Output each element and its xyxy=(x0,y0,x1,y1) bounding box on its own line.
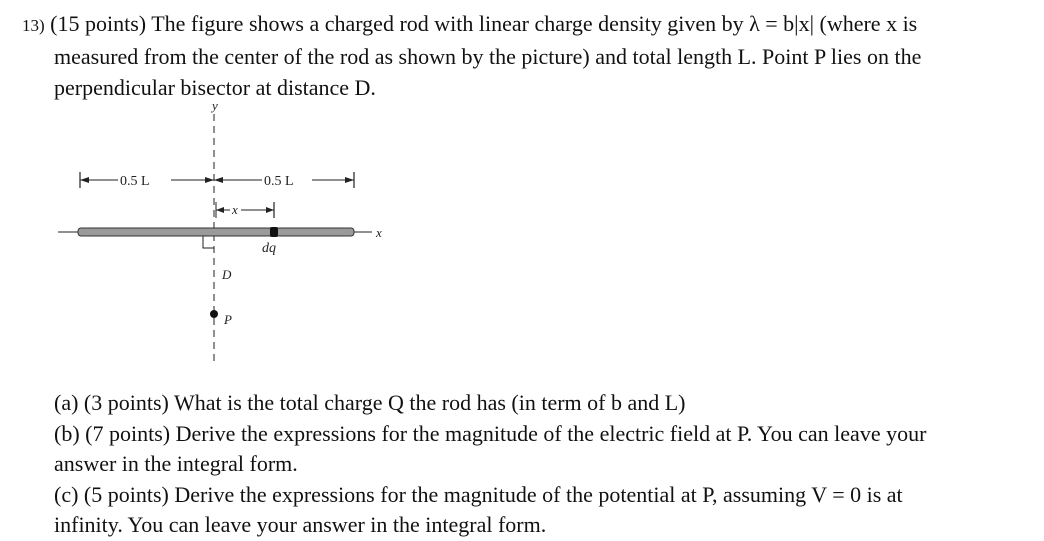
right-half-label: 0.5 L xyxy=(264,174,294,189)
part-a: (a) (3 points) What is the total charge Q the rod has (in term of b and L) xyxy=(54,390,686,415)
x-dim-arrow-right xyxy=(266,207,274,213)
part-c-line-1: (c) (5 points) Derive the expressions for the magnitude of the potential at P, assuming V = 0 is at xyxy=(54,481,903,507)
d-distance-label: D xyxy=(222,267,232,282)
question-parts xyxy=(54,388,1044,541)
right-angle-marker xyxy=(203,236,214,248)
problem-statement xyxy=(22,8,1044,103)
right-dim-arrow-right xyxy=(345,177,354,183)
left-dim-arrow-left xyxy=(80,177,89,183)
problem-line-1 xyxy=(22,8,1044,41)
part-b-line-1: (b) (7 points) Derive the expressions for the magnitude of the electric field at P. You can leave your xyxy=(54,420,927,446)
part-b-line-2: answer in the integral form. xyxy=(54,451,298,476)
dq-element xyxy=(270,227,278,237)
charged-rod xyxy=(78,228,354,236)
x-axis-label: x xyxy=(376,225,382,240)
charged-rod-figure xyxy=(50,100,410,362)
problem-number: 13) xyxy=(22,16,45,35)
problem-line-3: perpendicular bisector at distance D. xyxy=(54,75,376,100)
point-p xyxy=(210,310,218,318)
x-distance-label: x xyxy=(232,202,238,217)
dq-label: dq xyxy=(262,241,276,256)
left-half-label: 0.5 L xyxy=(120,174,150,189)
y-axis-label: y xyxy=(212,100,218,113)
left-dim-arrow-right xyxy=(205,177,214,183)
point-p-label: P xyxy=(224,312,232,327)
part-c-line-2: infinity. You can leave your answer in the integral form. xyxy=(54,512,547,537)
problem-text-line-1: (15 points) The figure shows a charged rod with linear charge density given by λ = b|x| (where x is xyxy=(50,11,918,36)
problem-line-2: measured from the center of the rod as shown by the picture) and total length L. Point P lies on the xyxy=(54,44,922,69)
